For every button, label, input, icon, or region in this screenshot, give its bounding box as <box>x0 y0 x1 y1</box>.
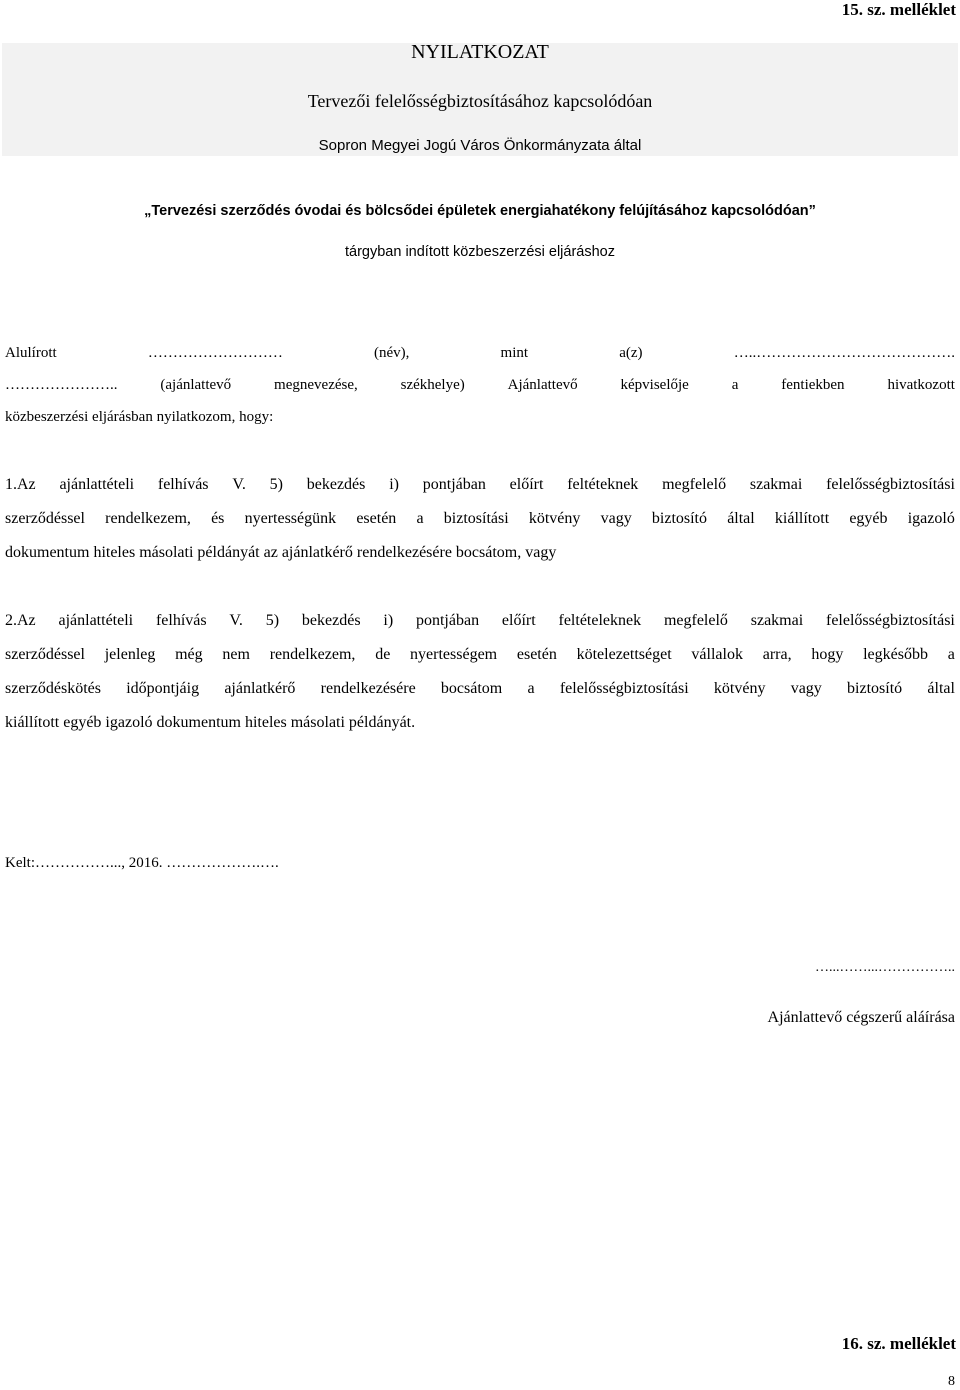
word: jelenleg <box>104 646 156 663</box>
word: kötelezettséget <box>576 646 672 663</box>
word: biztosító <box>847 680 903 697</box>
word: feltételeknek <box>558 612 642 629</box>
word: de <box>375 646 391 663</box>
word: igazoló <box>907 510 955 527</box>
item2-line-4: kiállított egyéb igazoló dokumentum hiteles másolati példányát. <box>5 714 416 731</box>
word: hivatkozott <box>887 377 955 393</box>
word: biztosítási <box>443 510 509 527</box>
signature-label: Ajánlattevő cégszerű aláírása <box>767 1009 955 1026</box>
word: szerződéssel <box>5 510 85 527</box>
word: nyertességünk <box>244 510 337 527</box>
word: vagy <box>600 510 632 527</box>
item1-line-2 <box>5 510 955 528</box>
annex-label-top: 15. sz. melléklet <box>841 0 956 19</box>
declaration-line-3: közbeszerzési eljárásban nyilatkozom, hogy: <box>5 409 274 425</box>
word: hogy <box>811 646 844 663</box>
annex-label-bottom: 16. sz. melléklet <box>841 1334 956 1353</box>
word: esetén <box>356 510 397 527</box>
word: V. <box>232 476 246 493</box>
word: a(z) <box>619 345 643 361</box>
word: felelősségbiztosítási <box>559 680 689 697</box>
word: bekezdés <box>306 476 366 493</box>
word: ajánlattételi <box>58 612 134 629</box>
word: V. <box>229 612 243 629</box>
word: kötvény <box>713 680 766 697</box>
word: esetén <box>516 646 557 663</box>
word: megfelelő <box>662 476 727 493</box>
word: és <box>211 510 225 527</box>
word: bekezdés <box>301 612 361 629</box>
word: rendelkezésére <box>320 680 416 697</box>
word: ……………………… <box>147 345 283 361</box>
word: időpontjáig <box>126 680 200 697</box>
word: mint <box>500 345 529 361</box>
word: rendelkezem, <box>105 510 191 527</box>
word: a <box>731 377 739 393</box>
word: szakmai <box>749 476 803 493</box>
document-subtitle: Tervezői felelősségbiztosításához kapcsolódóan <box>307 91 653 111</box>
word: által <box>727 510 755 527</box>
item2-line-2 <box>5 646 955 664</box>
place-date-field: Kelt:……………..., 2016. ……………….…. <box>5 855 279 871</box>
word: vállalok <box>691 646 743 663</box>
word: ………………….. <box>5 377 118 393</box>
word: a <box>947 646 955 663</box>
word: feltéteknek <box>567 476 639 493</box>
word: …..…………………………………. <box>733 345 955 361</box>
word: felhívás <box>157 476 209 493</box>
word: kötvény <box>528 510 581 527</box>
word: i) <box>383 612 394 629</box>
item1-line-1 <box>5 476 955 494</box>
word: nyertességem <box>410 646 498 663</box>
word: i) <box>389 476 399 493</box>
word: előírt <box>509 476 544 493</box>
word: arra, <box>762 646 792 663</box>
word: felhívás <box>155 612 207 629</box>
declaration-line-1 <box>5 345 955 362</box>
word: (ajánlattevő <box>160 377 232 393</box>
word: pontjában <box>415 612 480 629</box>
word: bocsátom <box>440 680 503 697</box>
word: biztosító <box>651 510 707 527</box>
word: egyéb <box>849 510 888 527</box>
signature-line: …...……...…………….. <box>815 960 955 975</box>
item1-line-3: dokumentum hiteles másolati példányát az ajánlatkérő rendelkezésére bocsátom, vagy <box>5 544 557 561</box>
word: székhelye) <box>400 377 465 393</box>
word: Alulírott <box>5 345 57 361</box>
issuer-line: Sopron Megyei Jogú Város Önkormányzata által <box>318 137 642 154</box>
word: ajánlatkérő <box>224 680 296 697</box>
word: vagy <box>790 680 822 697</box>
word: 5) <box>265 612 280 629</box>
document-title: NYILATKOZAT <box>411 41 549 63</box>
declaration-line-2 <box>5 377 955 394</box>
word: rendelkezem, <box>269 646 356 663</box>
page-number: 8 <box>948 1374 955 1389</box>
word: még <box>175 646 203 663</box>
word: 1.Az <box>5 476 36 493</box>
item2-line-1 <box>5 612 955 630</box>
word: felelősségbiztosítási <box>826 612 955 629</box>
word: felelősségbiztosítási <box>826 476 955 493</box>
word: kiállított <box>774 510 830 527</box>
word: legkésőbb <box>863 646 928 663</box>
word: szakmai <box>750 612 804 629</box>
word: 2.Az <box>5 612 36 629</box>
word: szerződéssel <box>5 646 85 663</box>
word: ajánlattételi <box>59 476 135 493</box>
word: pontjában <box>422 476 486 493</box>
word: szerződéskötés <box>5 680 101 697</box>
word: (név), <box>373 345 410 361</box>
word: 5) <box>269 476 283 493</box>
word: a <box>527 680 535 697</box>
word: fentiekben <box>781 377 845 393</box>
subject-line-1: „Tervezési szerződés óvodai és bölcsődei épületek energiahatékony felújításához kapcsolódóan” <box>144 203 816 219</box>
word: megfelelő <box>663 612 728 629</box>
word: megnevezése, <box>274 377 358 393</box>
word: előírt <box>501 612 536 629</box>
word: Ajánlattevő <box>507 377 578 393</box>
word: a <box>416 510 424 527</box>
item2-line-3 <box>5 680 955 698</box>
subject-line-2: tárgyban indított közbeszerzési eljáráshoz <box>344 244 615 260</box>
word: képviselője <box>620 377 689 393</box>
word: nem <box>222 646 250 663</box>
word: által <box>927 680 955 697</box>
